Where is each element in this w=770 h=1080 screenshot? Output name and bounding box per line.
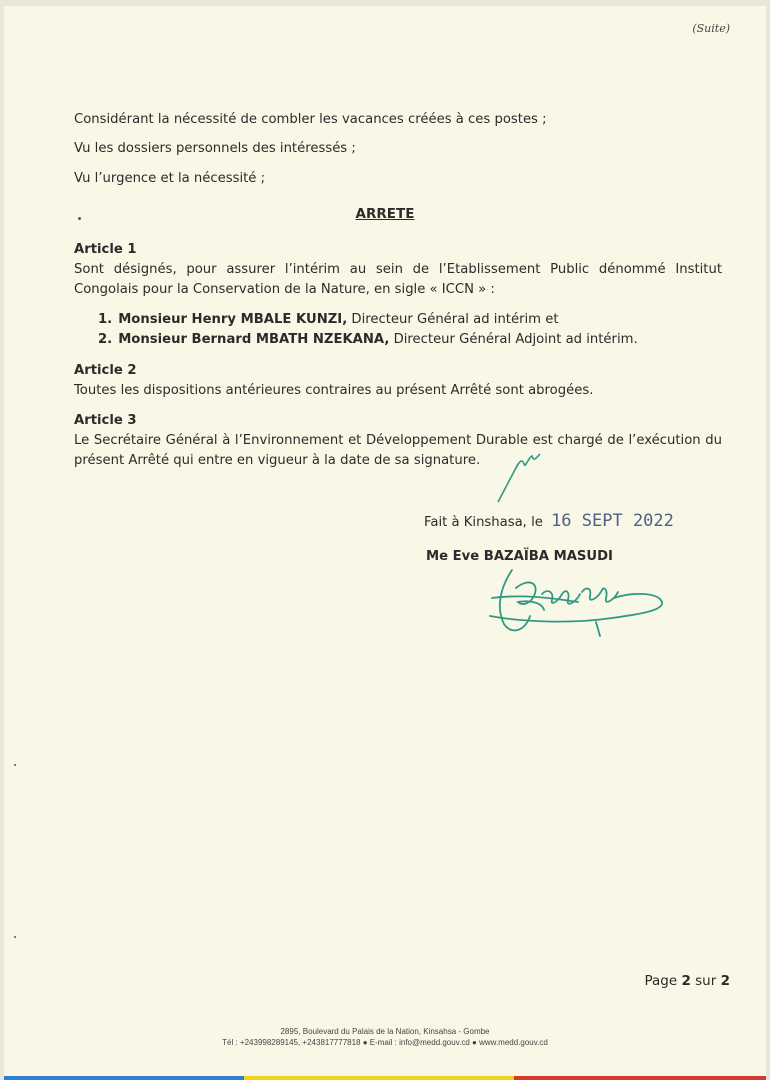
band-blue xyxy=(4,1076,244,1080)
scan-speck xyxy=(14,936,16,938)
band-yellow xyxy=(244,1076,514,1080)
initial-paraph-icon xyxy=(492,446,554,506)
signature-place: Fait à Kinshasa, le xyxy=(424,515,543,530)
flag-color-band xyxy=(4,1076,766,1080)
appointee-role: Directeur Général Adjoint ad intérim. xyxy=(389,332,638,347)
document-page xyxy=(4,6,766,1080)
handwritten-signature-icon xyxy=(482,558,672,648)
date-stamp: 16 SEPT 2022 xyxy=(551,511,674,531)
article-2-text: Toutes les dispositions antérieures contraires au présent Arrêté sont abrogées. xyxy=(74,383,594,398)
appointee-name: Monsieur Henry MBALE KUNZI, xyxy=(118,312,348,327)
scan-speck xyxy=(14,764,16,766)
preamble-considerant: Considérant la nécessité de combler les vacances créées à ces postes ; xyxy=(74,112,547,127)
footer-address: 2895, Boulevard du Palais de la Nation, Kinsahsa - Gombe xyxy=(280,1027,490,1036)
preamble-dossiers: Vu les dossiers personnels des intéressés ; xyxy=(74,141,356,156)
preamble-urgence: Vu l’urgence et la nécessité ; xyxy=(74,171,266,186)
article-1-text: Sont désignés, pour assurer l’intérim au sein de l’Etablissement Public dénommé Institut Congolais pour la Conservation de la Nature, en sigle « ICCN » : xyxy=(74,262,722,297)
signature-place-date xyxy=(424,511,674,531)
page-number xyxy=(644,973,730,989)
page-number-prefix: Page xyxy=(644,973,682,989)
appointee-item-2 xyxy=(98,332,638,347)
page-number-current: 2 xyxy=(681,973,691,989)
appointee-number: 1. xyxy=(98,312,113,327)
page-number-total: 2 xyxy=(720,973,730,989)
signer-name: Me Eve BAZAÏBA MASUDI xyxy=(426,549,613,564)
page-number-middle: sur xyxy=(690,973,721,989)
appointee-number: 2. xyxy=(98,332,113,347)
document-title: ARRETE xyxy=(355,206,415,222)
appointee-item-1 xyxy=(98,312,559,327)
footer-contact: Tél : +243998289145, +243817777818 ● E-mail : info@medd.gouv.cd ● www.medd.gouv.cd xyxy=(222,1038,548,1047)
band-red xyxy=(514,1076,766,1080)
article-1-heading: Article 1 xyxy=(74,242,137,257)
article-3-heading: Article 3 xyxy=(74,413,137,428)
footer xyxy=(4,1026,766,1048)
article-2-heading: Article 2 xyxy=(74,363,137,378)
suite-label: (Suite) xyxy=(692,22,730,35)
article-3-text: Le Secrétaire Général à l’Environnement et Développement Durable est chargé de l’exécution du présent Arrêté qui entre en vigueur à la date de sa signature. xyxy=(74,433,722,468)
appointee-role: Directeur Général ad intérim et xyxy=(347,312,559,327)
appointee-name: Monsieur Bernard MBATH NZEKANA, xyxy=(118,332,390,347)
